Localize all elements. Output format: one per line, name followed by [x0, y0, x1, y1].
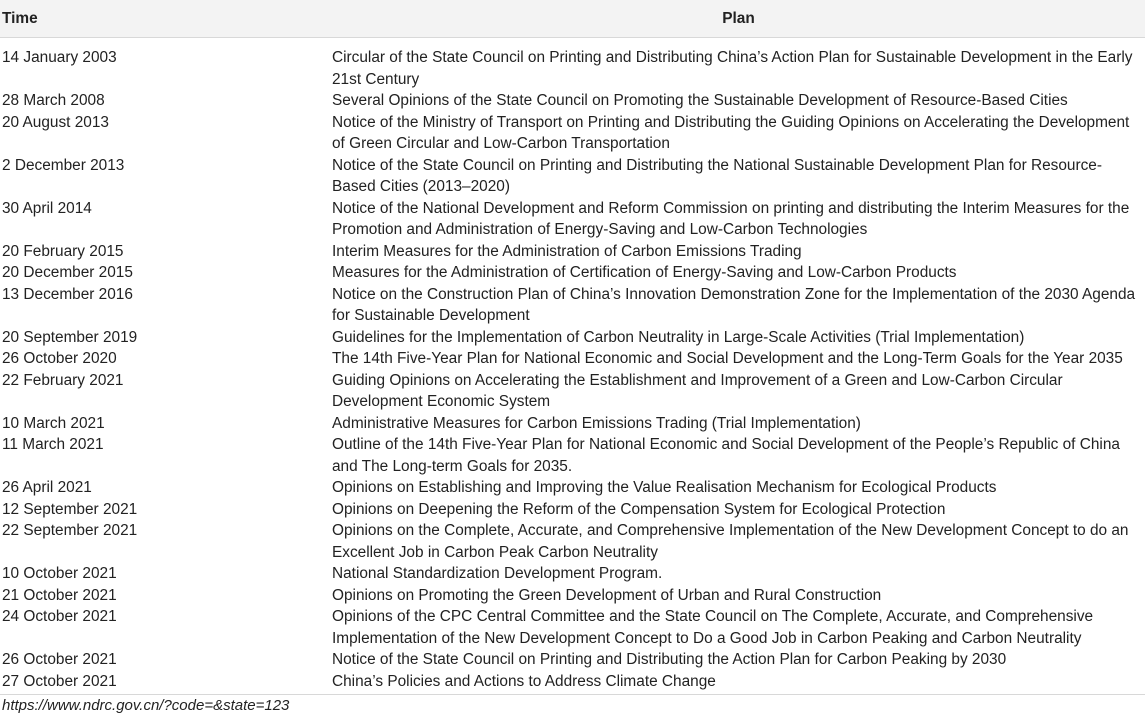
table-row [0, 90, 1145, 112]
table-row [0, 413, 1145, 435]
table-row [0, 606, 1145, 649]
table-row [0, 520, 1145, 563]
cell-plan: Guiding Opinions on Accelerating the Establishment and Improvement of a Green and Low-Carbon Circular Development Economic System [332, 371, 1063, 410]
table-row [0, 563, 1145, 585]
cell-plan: National Standardization Development Program. [332, 565, 663, 582]
cell-plan: Notice of the State Council on Printing and Distributing the National Sustainable Development Plan for Resource-Based Cities (2013–2020) [332, 156, 1102, 195]
cell-time: 11 March 2021 [2, 436, 104, 453]
cell-time: 13 December 2016 [2, 285, 133, 303]
cell-plan: The 14th Five-Year Plan for National Economic and Social Development and the Long-Term Goals for the Year 2035 [332, 350, 1123, 367]
table-row [0, 241, 1145, 263]
cell-time: 10 October 2021 [2, 565, 117, 582]
source-footnote: https://www.ndrc.gov.cn/?code=&state=123 [2, 697, 290, 714]
cell-plan: Opinions on Deepening the Reform of the Compensation System for Ecological Protection [332, 500, 946, 518]
cell-plan: Guidelines for the Implementation of Carbon Neutrality in Large-Scale Activities (Trial Implementation) [332, 328, 1025, 346]
table-row [0, 499, 1145, 521]
cell-plan: Opinions on Establishing and Improving the Value Realisation Mechanism for Ecological Products [332, 479, 997, 496]
table-row [0, 198, 1145, 241]
cell-time: 21 October 2021 [2, 586, 117, 604]
table-row [0, 348, 1145, 370]
cell-plan: Measures for the Administration of Certification of Energy-Saving and Low-Carbon Products [332, 264, 957, 281]
cell-time: 12 September 2021 [2, 500, 138, 518]
cell-plan: Outline of the 14th Five-Year Plan for National Economic and Social Development of the People’s Republic of China and The Long-term Goals for 2035. [332, 436, 1120, 475]
cell-plan: China’s Policies and Actions to Address Climate Change [332, 672, 716, 690]
cell-plan: Administrative Measures for Carbon Emissions Trading (Trial Implementation) [332, 414, 861, 432]
table-row [0, 327, 1145, 349]
cell-plan: Opinions of the CPC Central Committee and the State Council on The Complete, Accurate, and Comprehensive Implementation of the New Development Concept to Do a Good Job in Carbon Peaking and Carbon Neutrality [332, 608, 1094, 647]
cell-plan: Notice of the Ministry of Transport on Printing and Distributing the Guiding Opinions on Accelerating the Development of Green Circular and Low-Carbon Transportation [332, 113, 1130, 152]
table-row [0, 284, 1145, 327]
cell-time: 20 September 2019 [2, 328, 138, 346]
column-header-plan: Plan [722, 10, 755, 27]
cell-time: 20 February 2015 [2, 242, 124, 260]
cell-plan: Notice on the Construction Plan of China’s Innovation Demonstration Zone for the Implementation of the 2030 Agenda for Sustainable Development [332, 285, 1136, 324]
cell-plan: Notice of the National Development and Reform Commission on printing and distributing the Interim Measures for the Promotion and Administration of Energy-Saving and Low-Carbon Technologies [332, 199, 1130, 238]
cell-time: 20 December 2015 [2, 264, 133, 281]
table-row [0, 649, 1145, 671]
cell-plan: Circular of the State Council on Printing and Distributing China’s Action Plan for Sustainable Development in the Early 21st Century [332, 49, 1133, 88]
table-row [0, 370, 1145, 413]
cell-time: 14 January 2003 [2, 49, 117, 66]
table-row [0, 262, 1145, 284]
cell-time: 22 September 2021 [2, 522, 138, 539]
cell-time: 26 April 2021 [2, 479, 92, 496]
cell-plan: Notice of the State Council on Printing and Distributing the Action Plan for Carbon Peaking by 2030 [332, 651, 1007, 668]
cell-time: 20 August 2013 [2, 113, 109, 131]
table-row [0, 434, 1145, 477]
cell-plan: Opinions on Promoting the Green Development of Urban and Rural Construction [332, 586, 882, 604]
cell-time: 10 March 2021 [2, 414, 105, 432]
cell-time: 24 October 2021 [2, 608, 117, 625]
table-row [0, 671, 1145, 693]
cell-time: 26 October 2020 [2, 350, 117, 367]
cell-time: 30 April 2014 [2, 199, 92, 217]
table-row [0, 47, 1145, 90]
table-body [0, 38, 1145, 692]
cell-time: 27 October 2021 [2, 672, 117, 690]
table-header [0, 0, 1145, 38]
table-row [0, 155, 1145, 198]
column-header-time: Time [2, 10, 38, 27]
cell-plan: Interim Measures for the Administration of Carbon Emissions Trading [332, 242, 802, 260]
cell-plan: Several Opinions of the State Council on Promoting the Sustainable Development of Resource-Based Cities [332, 92, 1068, 109]
cell-time: 26 October 2021 [2, 651, 117, 668]
cell-time: 28 March 2008 [2, 92, 105, 109]
cell-time: 22 February 2021 [2, 371, 124, 389]
cell-plan: Opinions on the Complete, Accurate, and Comprehensive Implementation of the New Development Concept to do an Excellent Job in Carbon Peak Carbon Neutrality [332, 522, 1129, 561]
table-row [0, 112, 1145, 155]
cell-time: 2 December 2013 [2, 156, 125, 174]
table-row [0, 477, 1145, 499]
table-row [0, 585, 1145, 607]
